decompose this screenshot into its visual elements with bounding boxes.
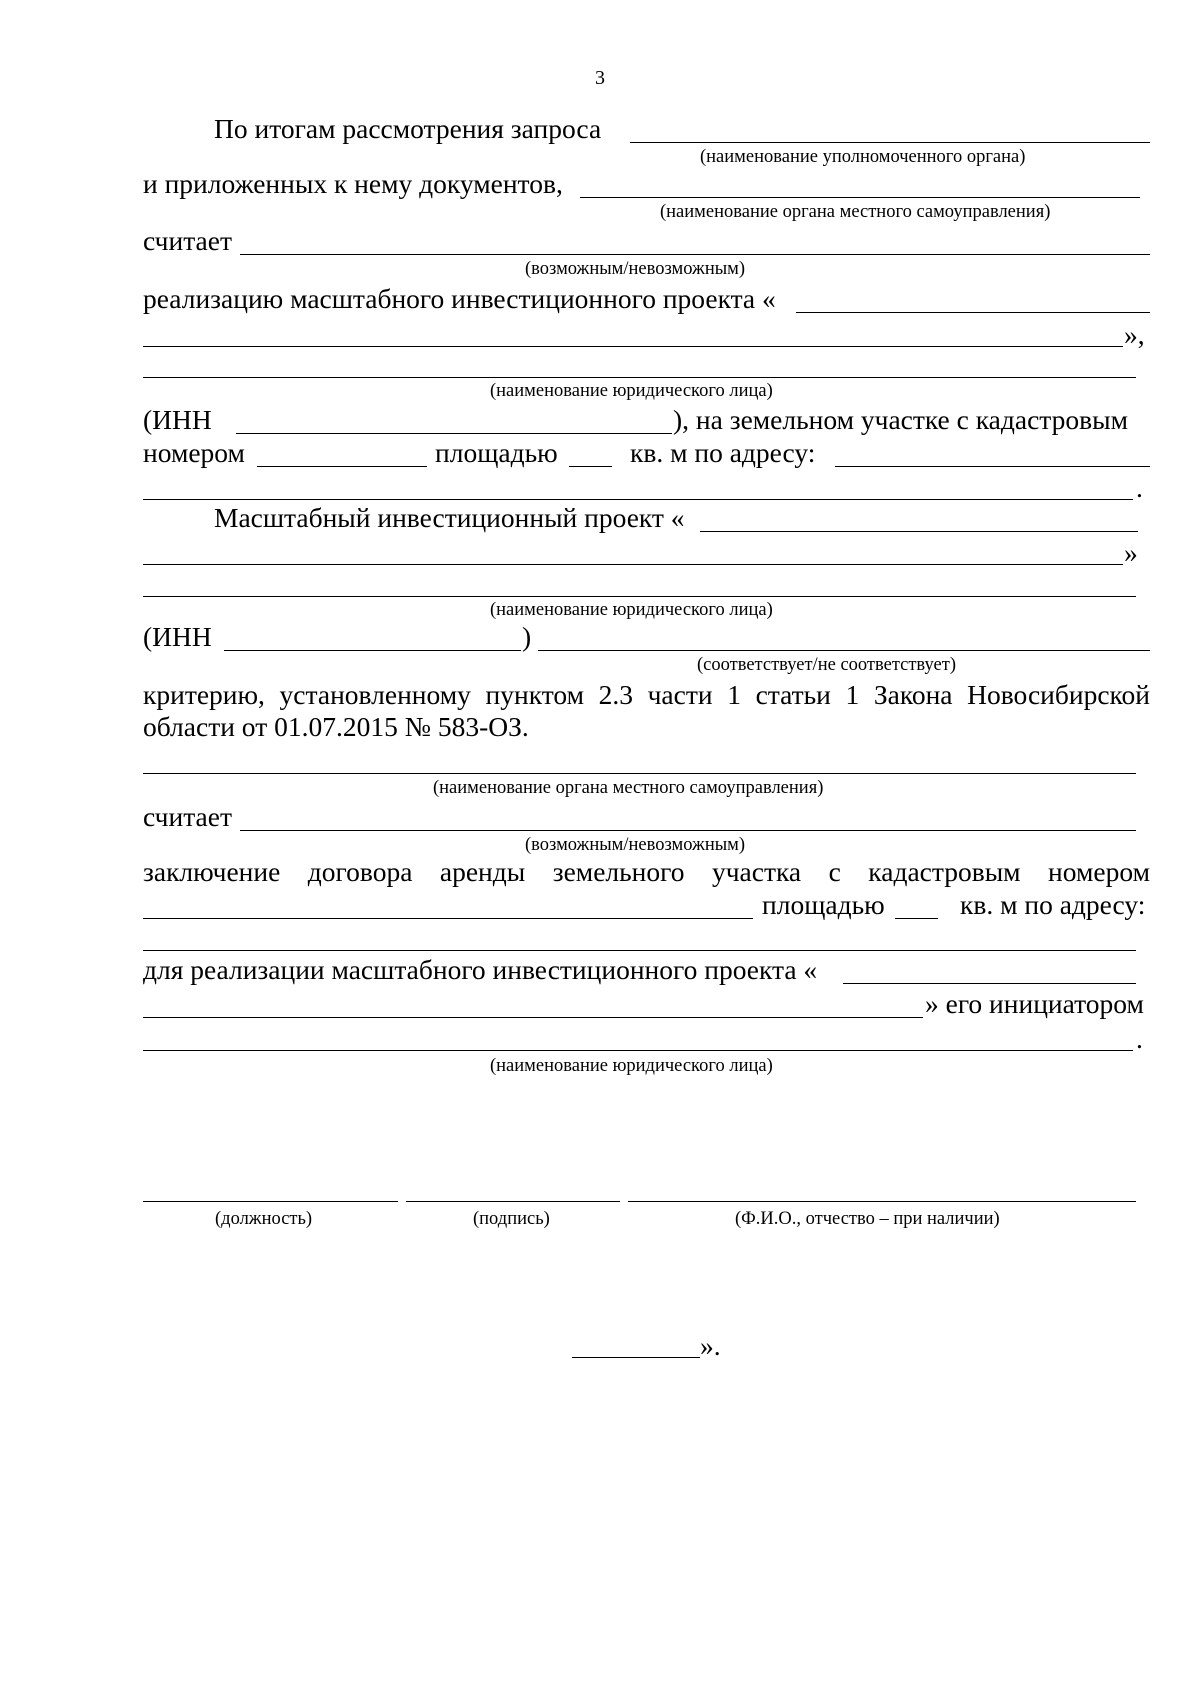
caption-possible-2: (возможным/невозможным)	[525, 835, 746, 855]
para1-line9-end: .	[1136, 472, 1143, 503]
signature-field[interactable]	[406, 1201, 620, 1202]
caption-legal-entity-1: (наименование юридического лица)	[490, 381, 773, 401]
inn-field-1[interactable]	[236, 433, 672, 434]
caption-full-name: (Ф.И.О., отчество – при наличии)	[735, 1209, 1000, 1229]
para2-line4-inn: (ИНН	[143, 621, 212, 652]
caption-local-gov-2: (наименование органа местного самоуправления)	[433, 778, 824, 798]
address-field-1[interactable]	[835, 466, 1150, 467]
project-name-field-2[interactable]	[143, 346, 1123, 347]
possible-field-2[interactable]	[240, 830, 1136, 831]
para1-line7-rest: ), на земельном участке с кадастровым	[673, 404, 1128, 435]
para3-line1-text: считает	[143, 801, 232, 832]
para1-line7-inn: (ИНН	[143, 404, 212, 435]
para1-line4-text: реализацию масштабного инвестиционного проекта «	[143, 283, 776, 314]
caption-signature: (подпись)	[473, 1209, 550, 1229]
legal-entity-field-3[interactable]	[143, 1050, 1133, 1051]
caption-legal-entity-3: (наименование юридического лица)	[490, 1056, 773, 1076]
para1-line5-end: »,	[1124, 319, 1145, 350]
caption-conformity: (соответствует/не соответствует)	[697, 655, 956, 675]
para2-line4-paren: )	[522, 621, 532, 652]
para1-line2-text: и приложенных к нему документов,	[143, 168, 563, 199]
para1-line8-area: площадью	[435, 437, 558, 468]
project-name-field-3[interactable]	[700, 531, 1138, 532]
caption-position: (должность)	[215, 1209, 313, 1229]
para2-line5-text: критерию, установленному пунктом 2.3 части 1 статьи 1 Закона Новосибирской	[143, 679, 1150, 710]
para3-line2-text: заключение договора аренды земельного участка с кадастровым номером	[143, 856, 1150, 887]
project-name-field-4[interactable]	[143, 564, 1123, 565]
caption-legal-entity-2: (наименование юридического лица)	[490, 600, 773, 620]
inn-field-2[interactable]	[224, 650, 521, 651]
para2-line1-text: Масштабный инвестиционный проект «	[214, 502, 685, 533]
para1-line8-sqm: кв. м по адресу:	[630, 437, 816, 468]
local-gov-field[interactable]	[580, 197, 1140, 198]
para2-line2-end: »	[1124, 537, 1138, 568]
legal-entity-field-1[interactable]	[143, 377, 1136, 378]
cadastral-number-field-1[interactable]	[257, 466, 427, 467]
para3-line7-end: .	[1136, 1023, 1143, 1054]
area-field-1[interactable]	[569, 466, 612, 467]
legal-entity-field-2[interactable]	[143, 596, 1136, 597]
authorized-body-field[interactable]	[630, 142, 1150, 143]
project-name-field-1[interactable]	[796, 312, 1150, 313]
caption-possible: (возможным/невозможным)	[525, 259, 746, 279]
page-number: 3	[595, 67, 605, 89]
caption-local-gov: (наименование органа местного самоуправления)	[660, 202, 1051, 222]
address-field-2[interactable]	[143, 950, 1136, 951]
area-field-2[interactable]	[895, 918, 938, 919]
possible-field[interactable]	[240, 254, 1150, 255]
caption-authorized-body: (наименование уполномоченного органа)	[700, 147, 1026, 167]
para1-line8-number: номером	[143, 437, 245, 468]
cadastral-number-field-2[interactable]	[143, 918, 753, 919]
full-name-field[interactable]	[628, 1201, 1136, 1202]
local-gov-field-2[interactable]	[143, 773, 1136, 774]
project-name-field-6[interactable]	[143, 1017, 923, 1018]
para3-line6-end: » его инициатором	[925, 988, 1144, 1019]
para2-line6-text: области от 01.07.2015 № 583-ОЗ.	[143, 711, 529, 742]
address-field-1b[interactable]	[143, 499, 1133, 500]
para3-line3-area: площадью	[762, 889, 885, 920]
para3-line5-text: для реализации масштабного инвестиционного проекта «	[143, 954, 818, 985]
closing-blank	[572, 1357, 700, 1358]
para1-line1-text: По итогам рассмотрения запроса	[214, 113, 602, 144]
closing-end-mark: ».	[700, 1330, 721, 1361]
para1-line3-text: считает	[143, 225, 232, 256]
project-name-field-5[interactable]	[843, 983, 1136, 984]
para3-line3-sqm: кв. м по адресу:	[960, 889, 1146, 920]
conformity-field[interactable]	[538, 650, 1150, 651]
position-field[interactable]	[143, 1201, 398, 1202]
